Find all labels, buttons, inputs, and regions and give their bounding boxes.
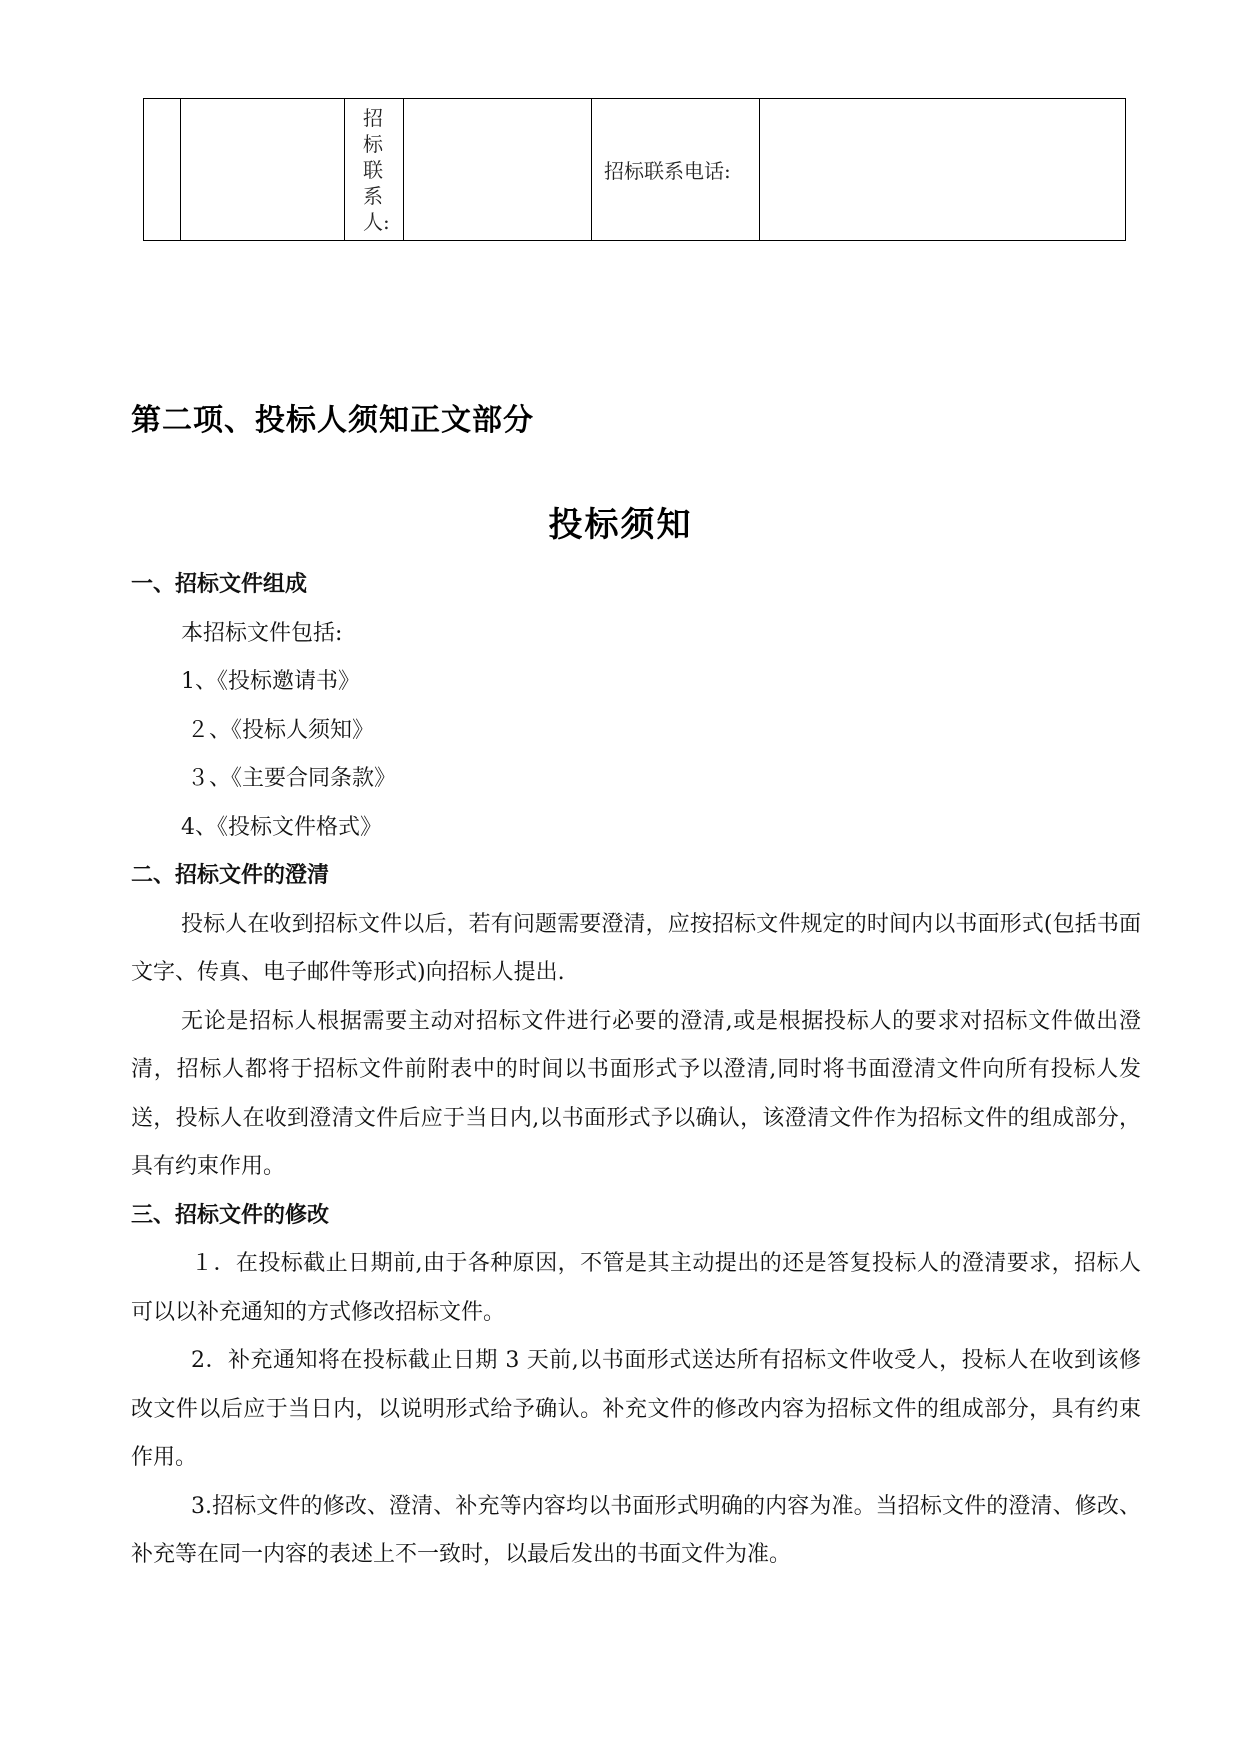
section-1-heading: 一、招标文件组成 [131, 572, 308, 597]
list-item: ２、《投标人须知》 [187, 717, 375, 743]
section-3-heading: 三、招标文件的修改 [131, 1202, 330, 1228]
contact-phone-label: 招标联系电话: [604, 159, 731, 183]
paragraph: 3.招标文件的修改、澄清、补充等内容均以书面形式明确的内容为准。当招标文件的澄清、修改、补充等在同一内容的表述上不一致时，以最后发出的书面文件为准。 [131, 1493, 1141, 1567]
paragraph: 2．补充通知将在投标截止日期 3 天前,以书面形式送达所有招标文件收受人，投标人在收到该修改文件以后应于当日内，以说明形式给予确认。补充文件的修改内容为招标文件的组成部分，具有约束作用。 [131, 1348, 1141, 1470]
section-2-heading: 二、招标文件的澄清 [131, 863, 330, 888]
paragraph: １．在投标截止日期前,由于各种原因，不管是其主动提出的还是答复投标人的澄清要求，招标人可以以补充通知的方式修改招标文件。 [131, 1251, 1141, 1325]
section-1-intro: 本招标文件包括: [181, 620, 343, 646]
list-item: 1、《投标邀请书》 [181, 669, 360, 694]
contact-phone-value [760, 99, 1126, 241]
list-item: ３、《主要合同条款》 [187, 766, 397, 791]
table-cell-blank [144, 99, 181, 241]
list-item: 4、《投标文件格式》 [181, 814, 382, 840]
document-body [131, 561, 1141, 1580]
section-heading: 第二项、投标人须知正文部分 [131, 403, 534, 438]
contact-person-value [404, 99, 592, 241]
paragraph: 投标人在收到招标文件以后，若有问题需要澄清，应按招标文件规定的时间内以书面形式(包括书面文字、传真、电子邮件等形式)向招标人提出. [131, 911, 1141, 985]
contact-table [143, 98, 1126, 241]
contact-label-cell [345, 99, 404, 241]
phone-label-cell [592, 99, 760, 241]
table-cell-blank [181, 99, 345, 241]
table-row [144, 99, 1126, 241]
contact-person-label: 招标联系人: [363, 105, 390, 234]
paragraph: 无论是招标人根据需要主动对招标文件进行必要的澄清,或是根据投标人的要求对招标文件做出澄清，招标人都将于招标文件前附表中的时间以书面形式予以澄清,同时将书面澄清文件向所有投标人发送，投标人在收到澄清文件后应于当日内,以书面形式予以确认，该澄清文件作为招标文件的组成部分，具有约束作用。 [131, 1008, 1141, 1179]
document-title: 投标须知 [548, 505, 693, 545]
